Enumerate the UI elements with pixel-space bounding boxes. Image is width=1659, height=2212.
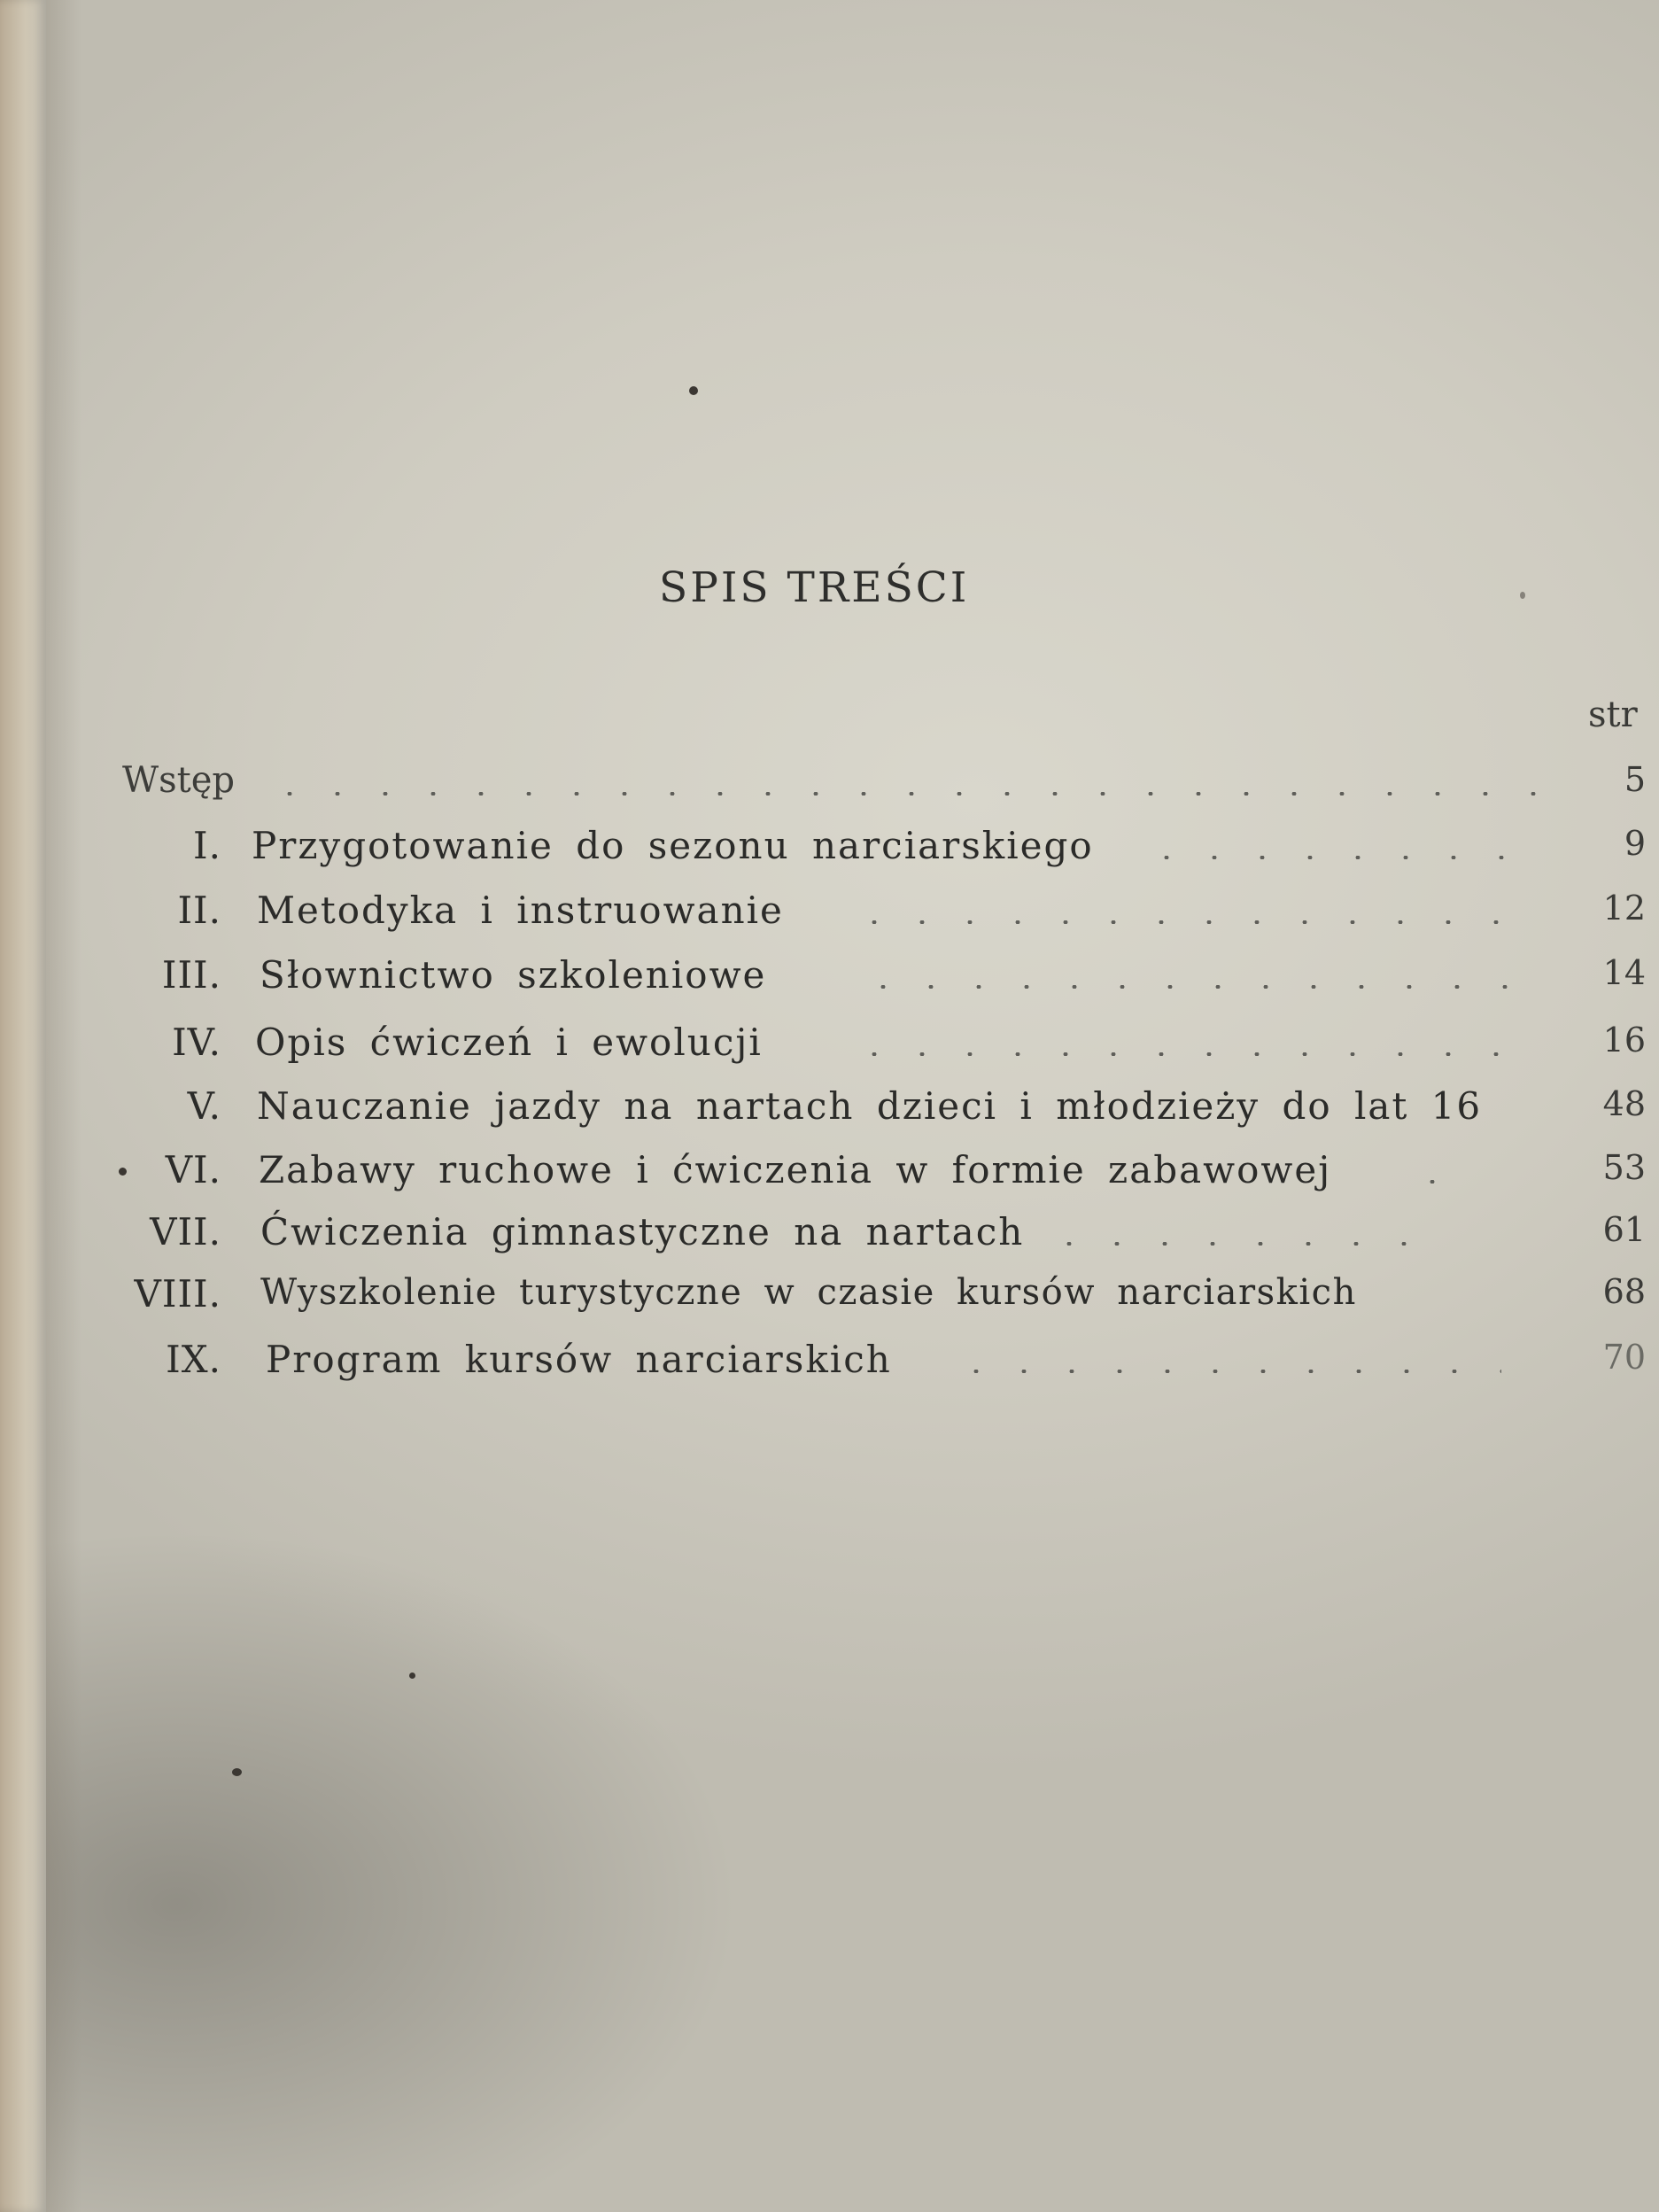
toc-entry-title: Wstęp xyxy=(122,760,235,801)
toc-entry-number: VII. xyxy=(150,1210,221,1253)
toc-entry-number: II. xyxy=(177,889,221,932)
toc-row xyxy=(0,1021,1659,1074)
paper-speck xyxy=(409,1673,415,1679)
paper-speck xyxy=(232,1768,242,1776)
page-title: SPIS TREŚCI xyxy=(659,563,970,612)
toc-leader-dots xyxy=(952,1370,1501,1373)
toc-entry-page: 61 xyxy=(1602,1210,1646,1249)
toc-row xyxy=(0,824,1659,877)
toc-entry-number: III. xyxy=(161,953,221,997)
paper-speck xyxy=(689,386,698,395)
toc-entry-title: Metodyka i instruowanie xyxy=(257,889,784,932)
paper-speck xyxy=(119,1168,127,1176)
toc-leader-dots xyxy=(1408,1180,1461,1184)
toc-leader-dots xyxy=(1143,856,1541,859)
toc-entry-page: 5 xyxy=(1624,760,1646,799)
toc-entry-title: Ćwiczenia gimnastyczne na nartach xyxy=(260,1210,1025,1253)
toc-entry-title: Nauczanie jazdy na nartach dzieci i młodzieży do lat 16 xyxy=(257,1084,1483,1128)
toc-leader-dots xyxy=(1045,1242,1435,1246)
toc-entry-page: 48 xyxy=(1602,1084,1646,1123)
toc-entry-page: 9 xyxy=(1624,824,1646,863)
toc-entry-title: Przygotowanie do sezonu narciarskiego xyxy=(252,824,1094,867)
toc-entry-number: IV. xyxy=(172,1021,221,1064)
toc-entry-page: 12 xyxy=(1602,889,1646,927)
page-column-label: str xyxy=(1588,695,1638,735)
toc-entry-title: Opis ćwiczeń i ewolucji xyxy=(255,1021,763,1064)
toc-leader-dots xyxy=(850,1052,1541,1056)
paper-speck xyxy=(1520,592,1525,599)
toc-entry-title: Słownictwo szkoleniowe xyxy=(260,953,767,997)
toc-entry-number: VIII. xyxy=(134,1272,221,1316)
toc-leader-dots xyxy=(266,792,1541,796)
toc-row xyxy=(0,1148,1659,1201)
toc-entry-title: Zabawy ruchowe i ćwiczenia w formie zabawowej xyxy=(259,1148,1332,1191)
toc-leader-dots xyxy=(850,920,1541,924)
toc-entry-page: 70 xyxy=(1602,1338,1646,1377)
toc-leader-dots xyxy=(859,985,1541,989)
toc-entry-number: VI. xyxy=(165,1148,221,1191)
toc-entry-number: V. xyxy=(187,1084,221,1128)
toc-entry-page: 53 xyxy=(1602,1148,1646,1187)
toc-row xyxy=(0,1210,1659,1263)
toc-entry-page: 16 xyxy=(1602,1021,1646,1059)
toc-row xyxy=(0,1338,1659,1391)
toc-entry-number: I. xyxy=(193,824,221,867)
toc-row-intro xyxy=(0,760,1659,813)
toc-row xyxy=(0,953,1659,1006)
toc-entry-number: IX. xyxy=(166,1338,221,1381)
toc-entry-title: Program kursów narciarskich xyxy=(266,1338,892,1381)
toc-entry-page: 68 xyxy=(1602,1272,1646,1311)
toc-entry-title: Wyszkolenie turystyczne w czasie kursów narciarskich xyxy=(260,1272,1357,1313)
toc-row xyxy=(0,889,1659,942)
toc-row xyxy=(0,1272,1659,1325)
toc-row xyxy=(0,1084,1659,1137)
toc-entry-page: 14 xyxy=(1602,953,1646,992)
